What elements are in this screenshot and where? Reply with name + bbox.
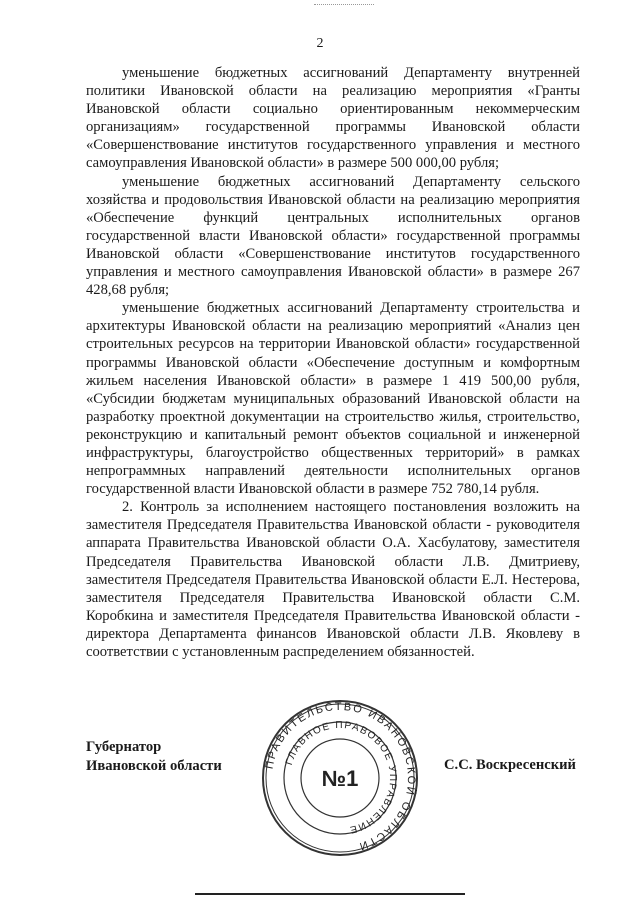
paragraph: уменьшение бюджетных ассигнований Департаменту сельского хозяйства и продовольствия Ивановской области на реализацию мероприятия «Обеспечение функций центральных исполнительных органов государственной власти Ивановской области» государственной программы Ивановской области «Совершенствование институтов государственного управления и местного самоуправления Ивановской области» в размере 267 428,68 рубля; xyxy=(86,173,580,299)
page-number: 2 xyxy=(316,36,324,51)
signature-position-line: Ивановской области xyxy=(86,758,222,774)
bottom-rule xyxy=(195,893,465,895)
paragraph: уменьшение бюджетных ассигнований Департаменту внутренней политики Ивановской области на реализацию мероприятия «Гранты Ивановской области социально ориентированным некоммерческим организациям» государственной программы Ивановской области «Совершенствование институтов государственного управления и местного самоуправления Ивановской области» в размере 500 000,00 рубля; xyxy=(86,65,580,172)
stamp-number: №1 xyxy=(321,766,359,791)
stamp-outer-text: ПРАВИТЕЛЬСТВО ИВАНОВСКОЙ ОБЛАСТИ xyxy=(263,700,418,853)
paragraph: уменьшение бюджетных ассигнований Департаменту строительства и архитектуры Ивановской области на реализацию мероприятий «Анализ цен строительных ресурсов на территории Ивановской области» государственной программы Ивановской области «Обеспечение доступным и комфортным жильем населения Ивановской области» в размере 1 419 500,00 рубля, «Субсидии бюджетам муниципальных образований Ивановской области на разработку проектной документации на строительство жилья, строительство, реконструкцию и капитальный ремонт объектов социальной и инженерной инфраструктуры, благоустройство общественных территорий» в рамках непрограммных направлений деятельности исполнительных органов государственной власти Ивановской области в размере 752 780,14 рубля. xyxy=(86,300,580,498)
signer-name: С.С. Воскресенский xyxy=(444,757,576,773)
signature-position-line: Губернатор xyxy=(86,739,162,755)
paragraph: 2. Контроль за исполнением настоящего постановления возложить на заместителя Председателя Правительства Ивановской области - руководителя аппарата Правительства Ивановской области О.А. Хасбулатову, заместителя Председателя Правительства Ивановской области Л.В. Дмитриеву, заместителя Председателя Правительства Ивановской области Е.Л. Нестерова, заместителя Председателя Правительства Ивановской области С.М. Коробкина и заместителя Председателя Правительства Ивановской области - директора Департамента финансов Ивановской области Л.В. Яковлеву в соответствии с установленным распределением обязанностей. xyxy=(86,499,580,660)
stamp-inner-text: ГЛАВНОЕ ПРАВОВОЕ УПРАВЛЕНИЕ xyxy=(283,719,399,836)
official-stamp xyxy=(250,700,430,856)
signature-position xyxy=(86,738,222,776)
document-body xyxy=(86,64,580,661)
scan-artifact xyxy=(314,4,374,6)
